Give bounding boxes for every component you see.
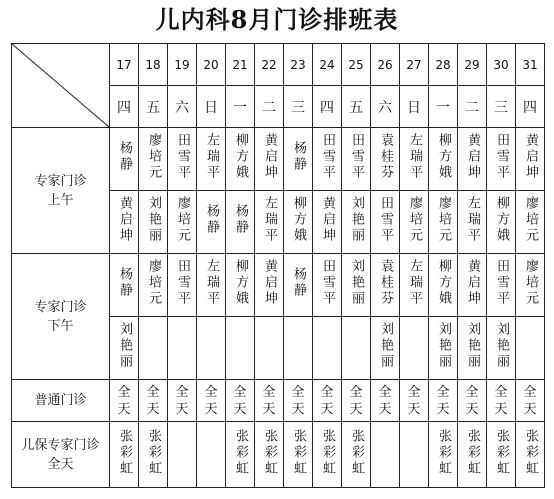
duty-cell [313,254,342,317]
all-day-text: 全天 [146,384,160,417]
duty-cell [255,128,284,191]
date-cell: 24 [313,44,342,86]
weekday-cell: 四 [110,86,139,128]
duty-cell [197,128,226,191]
duty-cell [139,254,168,317]
doctor-name: 黄启坤 [465,259,480,307]
doctor-name: 杨静 [291,141,306,173]
date-cell: 20 [197,44,226,86]
duty-cell [400,422,429,488]
general-clinic-label [12,380,110,422]
duty-cell [110,317,139,380]
date-cell: 28 [429,44,458,86]
corner-cell [12,44,110,128]
doctor-name: 左瑞平 [204,259,219,307]
duty-cell [313,128,342,191]
duty-cell [342,380,371,422]
weekday-cell: 日 [400,86,429,128]
duty-cell [168,191,197,254]
duty-cell [197,254,226,317]
doctor-name: 左瑞平 [204,133,219,181]
duty-cell [400,254,429,317]
weekday-cell: 三 [284,86,313,128]
doctor-name: 柳方娥 [436,259,451,307]
doctor-name: 廖培元 [146,259,161,307]
duty-cell [168,317,197,380]
duty-cell [371,380,400,422]
weekday-cell: 五 [342,86,371,128]
doctor-name: 柳方娥 [494,196,509,244]
duty-cell [255,317,284,380]
duty-cell [516,128,545,191]
duty-cell [342,128,371,191]
duty-cell [516,254,545,317]
duty-cell [197,191,226,254]
label-line: 普通门诊 [34,393,87,408]
all-day-text: 全天 [233,384,247,417]
duty-cell [110,422,139,488]
duty-cell [516,380,545,422]
duty-cell [429,380,458,422]
date-cell: 31 [516,44,545,86]
all-day-text: 全天 [291,384,305,417]
doctor-name: 黄启坤 [320,196,335,244]
date-cell: 19 [168,44,197,86]
doctor-name: 黄启坤 [117,196,132,244]
doctor-name: 柳方娥 [291,196,306,244]
label-line: 下午 [47,318,74,334]
doctor-name: 张彩虹 [349,428,364,477]
duty-cell [429,422,458,488]
doctor-name: 张彩虹 [320,428,335,477]
duty-cell [313,380,342,422]
duty-cell [168,128,197,191]
doctor-name: 左瑞平 [262,196,277,244]
duty-cell [487,317,516,380]
duty-cell [139,191,168,254]
duty-cell [342,254,371,317]
doctor-name: 柳方娥 [233,259,248,307]
am-expert-label [12,128,110,254]
duty-cell [110,128,139,191]
schedule-row [12,254,545,317]
duty-cell [197,422,226,488]
duty-cell [458,254,487,317]
duty-cell [139,128,168,191]
doctor-name: 张彩虹 [233,428,248,477]
doctor-name: 左瑞平 [407,259,422,307]
duty-cell [458,128,487,191]
doctor-name: 刘艳丽 [117,322,132,370]
doctor-name: 杨静 [117,267,132,299]
doctor-name: 廖培元 [146,133,161,181]
date-cell: 22 [255,44,284,86]
doctor-name: 张彩虹 [523,428,538,477]
duty-cell [226,191,255,254]
duty-cell [400,317,429,380]
duty-cell [313,191,342,254]
label-line: 上午 [47,192,74,208]
date-cell: 17 [110,44,139,86]
duty-cell [487,254,516,317]
all-day-text: 全天 [175,384,189,417]
schedule-table [11,43,545,488]
duty-cell [226,422,255,488]
duty-cell [168,380,197,422]
duty-cell [168,422,197,488]
label-line: 全天 [47,456,74,472]
doctor-name: 田雪平 [320,133,335,181]
doctor-name: 刘艳丽 [146,196,161,244]
weekday-cell: 四 [516,86,545,128]
child-care-label [12,422,110,488]
all-day-text: 全天 [117,384,131,417]
label-line: 儿保专家门诊 [21,437,100,453]
doctor-name: 田雪平 [320,259,335,307]
date-cell: 21 [226,44,255,86]
duty-cell [371,254,400,317]
duty-cell [255,254,284,317]
duty-cell [342,317,371,380]
doctor-name: 黄启坤 [523,133,538,181]
duty-cell [458,191,487,254]
all-day-text: 全天 [465,384,479,417]
label-line: 专家门诊 [34,299,87,315]
doctor-name: 廖培元 [523,196,538,244]
weekday-cell: 一 [226,86,255,128]
date-cell: 26 [371,44,400,86]
duty-cell [371,191,400,254]
doctor-name: 杨静 [117,141,132,173]
doctor-name: 刘艳丽 [436,322,451,370]
duty-cell [110,191,139,254]
doctor-name: 黄启坤 [262,133,277,181]
duty-cell [429,128,458,191]
duty-cell [458,380,487,422]
label-line: 专家门诊 [34,173,87,189]
duty-cell [284,128,313,191]
duty-cell [139,422,168,488]
date-cell: 25 [342,44,371,86]
doctor-name: 张彩虹 [262,428,277,477]
doctor-name: 左瑞平 [407,133,422,181]
duty-cell [284,380,313,422]
schedule-row [12,380,545,422]
duty-cell [458,422,487,488]
doctor-name: 张彩虹 [465,428,480,477]
duty-cell [197,380,226,422]
pm-expert-label [12,254,110,380]
duty-cell [429,317,458,380]
date-cell: 27 [400,44,429,86]
doctor-name: 张彩虹 [291,428,306,477]
duty-cell [284,317,313,380]
duty-cell [342,422,371,488]
duty-cell [255,191,284,254]
doctor-name: 杨静 [204,204,219,236]
doctor-name: 刘艳丽 [349,196,364,244]
duty-cell [226,128,255,191]
duty-cell [197,317,226,380]
doctor-name: 袁桂芬 [378,133,393,181]
duty-cell [139,380,168,422]
doctor-name: 田雪平 [494,259,509,307]
duty-cell [284,422,313,488]
doctor-name: 黄启坤 [262,259,277,307]
weekday-cell: 日 [197,86,226,128]
duty-cell [226,254,255,317]
duty-cell [371,128,400,191]
weekday-cell: 六 [168,86,197,128]
doctor-name: 刘艳丽 [465,322,480,370]
doctor-name: 黄启坤 [465,133,480,181]
doctor-name: 张彩虹 [117,428,132,477]
doctor-name: 廖培元 [523,259,538,307]
duty-cell [400,128,429,191]
duty-cell [516,422,545,488]
duty-cell [342,191,371,254]
duty-cell [284,254,313,317]
duty-cell [487,128,516,191]
doctor-name: 刘艳丽 [378,322,393,370]
duty-cell [255,422,284,488]
doctor-name: 刘艳丽 [494,322,509,370]
duty-cell [371,317,400,380]
doctor-name: 廖培元 [407,196,422,244]
duty-cell [226,380,255,422]
all-day-text: 全天 [436,384,450,417]
doctor-name: 田雪平 [175,133,190,181]
doctor-name: 廖培元 [175,196,190,244]
duty-cell [516,191,545,254]
duty-cell [429,254,458,317]
duty-cell [487,422,516,488]
duty-cell [226,317,255,380]
duty-cell [110,254,139,317]
doctor-name: 袁桂芬 [378,259,393,307]
duty-cell [313,317,342,380]
doctor-name: 田雪平 [494,133,509,181]
doctor-name: 田雪平 [349,133,364,181]
weekday-cell: 一 [429,86,458,128]
all-day-text: 全天 [262,384,276,417]
doctor-name: 张彩虹 [436,428,451,477]
diagonal-line [12,44,109,127]
date-cell: 23 [284,44,313,86]
all-day-text: 全天 [349,384,363,417]
duty-cell [516,317,545,380]
duty-cell [284,191,313,254]
all-day-text: 全天 [378,384,392,417]
all-day-text: 全天 [204,384,218,417]
doctor-name: 杨静 [291,267,306,299]
duty-cell [371,422,400,488]
doctor-name: 杨静 [233,204,248,236]
date-cell: 18 [139,44,168,86]
weekday-cell: 二 [458,86,487,128]
all-day-text: 全天 [523,384,537,417]
doctor-name: 柳方娥 [436,133,451,181]
duty-cell [458,317,487,380]
doctor-name: 田雪平 [378,196,393,244]
all-day-text: 全天 [407,384,421,417]
doctor-name: 刘艳丽 [349,259,364,307]
duty-cell [313,422,342,488]
date-row [12,44,545,86]
all-day-text: 全天 [320,384,334,417]
duty-cell [400,380,429,422]
duty-cell [400,191,429,254]
weekday-cell: 四 [313,86,342,128]
weekday-cell: 三 [487,86,516,128]
page-title: 儿内科8月门诊排班表 [155,5,399,34]
doctor-name: 柳方娥 [233,133,248,181]
duty-cell [139,317,168,380]
doctor-name: 张彩虹 [146,428,161,477]
duty-cell [487,191,516,254]
all-day-text: 全天 [494,384,508,417]
date-cell: 29 [458,44,487,86]
schedule-row [12,422,545,488]
date-cell: 30 [487,44,516,86]
duty-cell [429,191,458,254]
doctor-name: 廖培元 [436,196,451,244]
doctor-name: 田雪平 [175,259,190,307]
schedule-row [12,128,545,191]
duty-cell [110,380,139,422]
doctor-name: 左瑞平 [465,196,480,244]
duty-cell [168,254,197,317]
duty-cell [255,380,284,422]
weekday-cell: 二 [255,86,284,128]
duty-cell [487,380,516,422]
weekday-cell: 五 [139,86,168,128]
weekday-cell: 六 [371,86,400,128]
doctor-name: 张彩虹 [494,428,509,477]
